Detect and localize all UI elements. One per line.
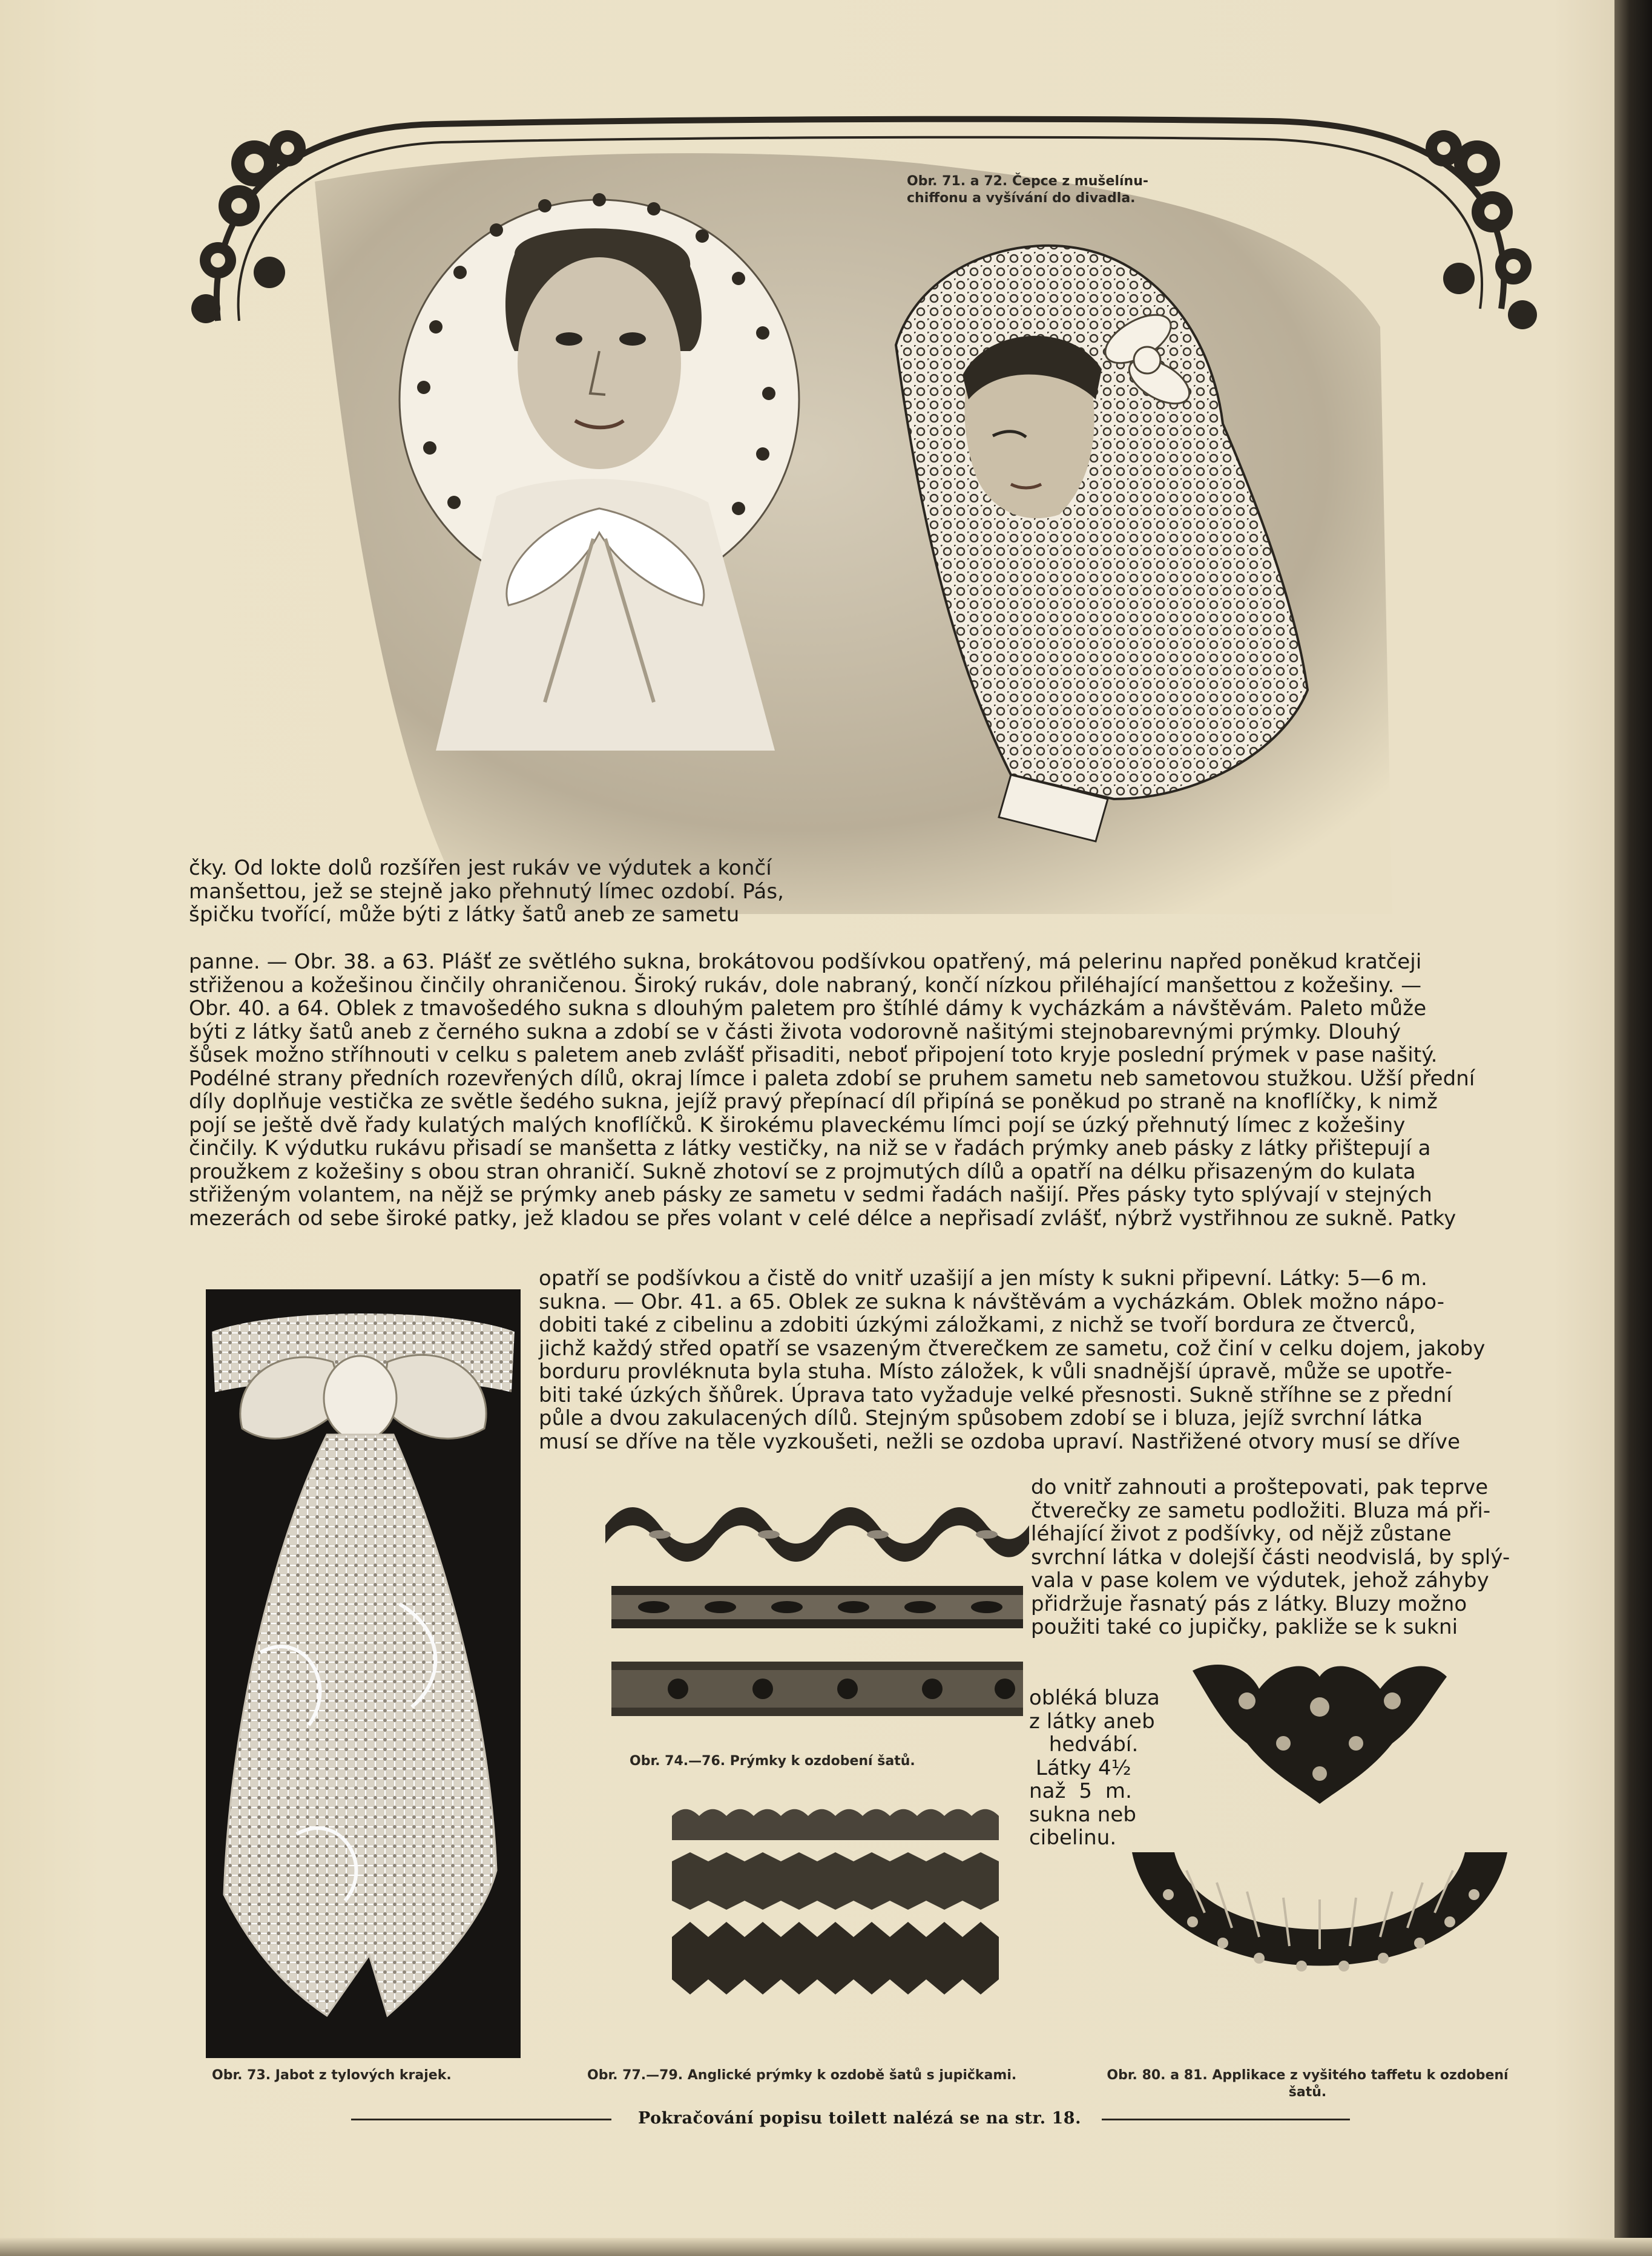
braid-76 <box>611 1662 1023 1716</box>
body-text-block-3: opatří se podšívkou a čistě do vnitř uzašijí a jen místy k sukni připevní. Látky: 5—6 m. sukna. — Obr. 41. a 65. Oblek ze sukna k návštěvám a vycházkám. Oblek možno nápo- dobiti také z cibelinu a zdobiti úzkými záložkami, z nichž se tvoří bordura ze čtverců, jichž každý střed opatří se vsazeným čtverečkem ze sametu, což činí v celku dojem, jakoby borduru provléknuta byla stuha. Místo záložek, k vůli snadnější úpravě, může se upotře- biti také úzkých šňůrek. Úprava tato vyžaduje velké přesnosti. Sukně stříhne se z přední půle a dvou zakulacených dílů. Stejným spůsobem zdobí se i bluza, jejíž svrchní látka musí se dříve na těle vyzkoušeti, nežli se ozdoba upraví. Nastřižené otvory musí se dříve <box>539 1266 1486 1454</box>
page-bottom-edge <box>0 2238 1652 2256</box>
braid-75 <box>611 1586 1023 1628</box>
trim-braids-74-76 <box>605 1495 1029 1725</box>
body-text-block-4: do vnitř zahnouti a proštepovati, pak teprve čtverečky ze sametu podložiti. Bluza má při- léhající život z podšívky, od nějž zůstane svrchní látka v dolejší části neodvislá, by splý- vala v pase kolem ve výdutek, jehož záhyby přidržuje řasnatý pás z látky. Bluzy možno použiti také co jupičky, pakliže se k sukni <box>1031 1475 1510 1639</box>
footer-rule-left <box>351 2119 611 2120</box>
bonnet-portraits-illustration <box>315 145 1429 914</box>
body-text-block-2: panne. — Obr. 38. a 63. Plášť ze světlého sukna, brokátovou podšívkou opatřený, má pelerinu napřed poněkud kratčeji střiženou a kožešinou činčily ohraničenou. Široký rukáv, dole nabraný, končí nízkou přiléhající manšettou z kožešiny. — Obr. 40. a 64. Oblek z tmavošedého sukna s dlouhým paletem pro štíhlé dámy k vycházkám a návštěvám. Paleto může býti z látky šatů aneb z černého sukna a zdobí se v části života vodorovně našitými stejnobarevnými prýmky. Dlouhý šůsek možno stříhnouti v celku s paletem aneb zvlášť přisaditi, neboť připojení toto kryje poslední prýmek v pase našitý. Podélné strany předních rozevřených dílů, okraj límce i paleta zdobí se pruhem sametu neb sametovou stužkou. Užší přední díly doplňuje vestička ze světle šedého sukna, jejíž pravý přepínací díl připíná se poněkud po straně na knoflíčky, k nimž pojí se ještě dvě řady kulatých malých knoflíčků. K širokému plaveckému límci pojí se úzký přehnutý límec z kožešiny činčily. K výdutku rukávu přisadí se manšetta z látky vestičky, na niž se v řadách prýmky aneb pásky z látky přištepují a proužkem z kožešiny s obou stran ohraničí. Sukně zhotoví se z projmutých dílů a opatří na délku přisazeným do kulata střiženým volantem, na nějž se prýmky aneb pásky ze sametu v sedmi řadách našijí. Přes pásky tyto splývají v stejných mezerách od sebe široké patky, jež kladou se přes volant v celé délce a nepřisadí zvlášť, nýbrž vystřihnou ze sukně. Patky <box>189 950 1475 1231</box>
caption-fig-77-79: Obr. 77.—79. Anglické prýmky k ozdobě šatů s jupičkami. <box>587 2068 1017 2083</box>
binding-edge <box>1614 0 1652 2256</box>
caption-fig-73: Obr. 73. Jabot z tylových krajek. <box>212 2068 452 2083</box>
continuation-note: Pokračování popisu toilett nalézá se na str. 18. <box>638 2109 1081 2128</box>
embroidered-taffeta-applique-photo <box>1126 1653 1513 2064</box>
english-braids-77-79 <box>672 1804 999 1998</box>
footer-rule-right <box>1102 2119 1350 2120</box>
bonnet-woman-left <box>400 193 799 751</box>
applique-80 <box>1193 1665 1447 1804</box>
body-text-block-5: obléká bluza z látky aneb hedvábí. Látky 4½ naž 5 m. sukna neb cibelinu. <box>1029 1686 1160 1850</box>
caption-fig-80-81: Obr. 80. a 81. Applikace z vyšitého taffetu k ozdobení šatů. <box>1107 2068 1509 2100</box>
caption-fig-71-72: Obr. 71. a 72. Čepce z mušelínu-chiffonu a vyšívání do divadla. <box>907 174 1148 206</box>
applique-81 <box>1132 1852 1507 1972</box>
flower-cluster-left <box>191 130 306 323</box>
body-text-block-1: čky. Od lokte dolů rozšířen jest rukáv ve výdutek a končí manšettou, jež se stejně jako přehnutý límec ozdobí. Pás, špičku tvořící, může býti z látky šatů aneb ze sametu <box>189 856 785 927</box>
tulle-lace-jabot-photo <box>206 1289 521 2058</box>
braid-74 <box>605 1507 1029 1562</box>
caption-fig-74-76: Obr. 74.—76. Prýmky k ozdobení šatů. <box>630 1754 915 1769</box>
